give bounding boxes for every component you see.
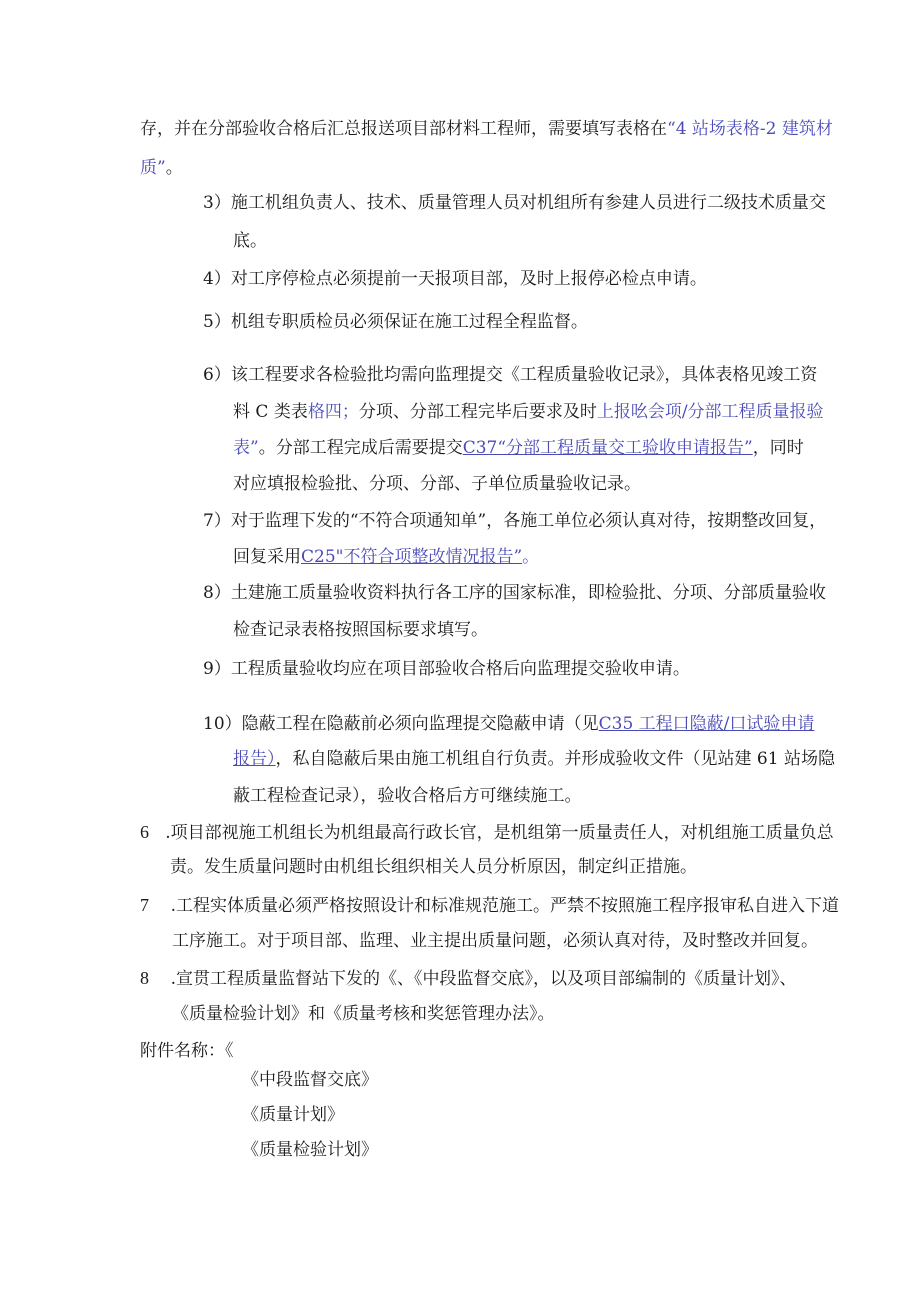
section-6-line-1 (140, 820, 834, 844)
section-7-line-1 (140, 893, 839, 917)
item-6-line-3 (233, 436, 804, 460)
item-6-text-c: 。分部工程完成后需要提交 (258, 438, 463, 458)
item-6-link-form4[interactable]: 格四； (307, 402, 359, 422)
item-10-line-1 (203, 712, 814, 736)
item-3-line-2: 底。 (233, 231, 267, 251)
item-9-line-1: 9）工程质量验收均应在项目部验收合格后向监理提交验收申请。 (203, 659, 690, 679)
section-6-line-2: 责。发生质量问题时由机组长组织相关人员分析原因，制定纠正措施。 (170, 857, 697, 877)
item-6-text-a: 料 C 类表 (233, 402, 308, 422)
item-10-line-3: 蔽工程检查记录），验收合格后方可继续施工。 (233, 786, 582, 806)
item-3-line-1: 3）施工机组负责人、技术、质量管理人员对机组所有参建人员进行二级技术质量交 (203, 193, 826, 213)
item-7-line-2 (233, 545, 539, 569)
intro-line-2 (140, 156, 183, 180)
item-6-link-report[interactable]: 上报吆会项/分部工程质量报验 (596, 402, 824, 422)
section-7-line-2: 工序施工。对于项目部、监理、业主提出质量问题，必须认真对待，及时整改并回复。 (172, 931, 818, 951)
item-6-line-2 (233, 400, 824, 424)
item-6-line-1: 6）该工程要求各检验批均需向监理提交《工程质量验收记录》，具体表格见竣工资 (203, 365, 818, 385)
attachments-label: 附件名称：《 (140, 1041, 234, 1061)
item-7-line-1: 7）对于监理下发的“不符合项通知单”，各施工单位必须认真对待，按期整改回复， (203, 511, 827, 531)
attachment-item: 《质量计划》 (242, 1105, 344, 1125)
item-6-text-b: 分项、分部工程完毕后要求及时 (358, 402, 597, 422)
item-10-text-a: 10）隐蔽工程在隐蔽前必须向监理提交隐蔽申请（见 (203, 714, 599, 734)
item-7-link-c25[interactable]: C25"不符合项整改情况报告” (301, 547, 523, 567)
item-6-text-d: ，同时 (752, 438, 804, 458)
intro-text: 存，并在分部验收合格后汇总报送项目部材料工程师，需要填写表格在 (140, 119, 667, 139)
attachment-item: 《中段监督交底》 (242, 1070, 378, 1090)
section-8-line-2: 《质量检验计划》和《质量考核和奖惩管理办法》。 (172, 1004, 555, 1024)
item-10-line-2 (233, 747, 835, 771)
item-10-link-c35[interactable]: C35 工程口隐蔽/口试验申请 (598, 714, 815, 734)
item-7-text-a: 回复采用 (233, 547, 301, 567)
section-8-text: .宣贯工程质量监督站下发的《、《中段监督交底》，以及项目部编制的《质量计划》、 (170, 969, 797, 989)
item-7-text-end: 。 (522, 547, 540, 567)
intro-text-end: 。 (165, 158, 183, 178)
attachment-item: 《质量检验计划》 (242, 1140, 378, 1160)
item-6-link-c37[interactable]: C37“分部工程质量交工验收申请报告” (462, 438, 753, 458)
section-8-line-1 (140, 966, 797, 990)
section-6-number: 6 (140, 822, 149, 842)
section-6-text: .项目部视施工机组长为机组最高行政长官，是机组第一质量责任人，对机组施工质量负总 (165, 823, 834, 843)
section-8-number: 8 (140, 968, 149, 988)
intro-form-link[interactable]: “4 站场表格-2 建筑材 (667, 119, 833, 139)
item-5-line-1: 5）机组专职质检员必须保证在施工过程全程监督。 (203, 312, 588, 332)
item-8-line-2: 检查记录表格按照国标要求填写。 (233, 620, 488, 640)
intro-line-1 (140, 117, 833, 141)
item-10-text-b: ，私自隐蔽后果由施工机组自行负责。并形成验收文件（见站建 61 站场隐 (275, 749, 835, 769)
intro-form-link-end[interactable]: 质” (140, 158, 166, 178)
item-10-link-c35-end[interactable]: 报告） (233, 749, 276, 769)
section-7-text: .工程实体质量必须严格按照设计和标准规范施工。严禁不按照施工程序报审私自进入下道 (170, 896, 840, 916)
item-6-line-4: 对应填报检验批、分项、分部、子单位质量验收记录。 (233, 474, 641, 494)
item-6-link-report-end[interactable]: 表” (233, 438, 259, 458)
item-8-line-1: 8）土建施工质量验收资料执行各工序的国家标准，即检验批、分项、分部质量验收 (203, 583, 826, 603)
section-7-number: 7 (140, 895, 149, 915)
item-4-line-1: 4）对工序停检点必须提前一天报项目部，及时上报停必检点申请。 (203, 269, 707, 289)
